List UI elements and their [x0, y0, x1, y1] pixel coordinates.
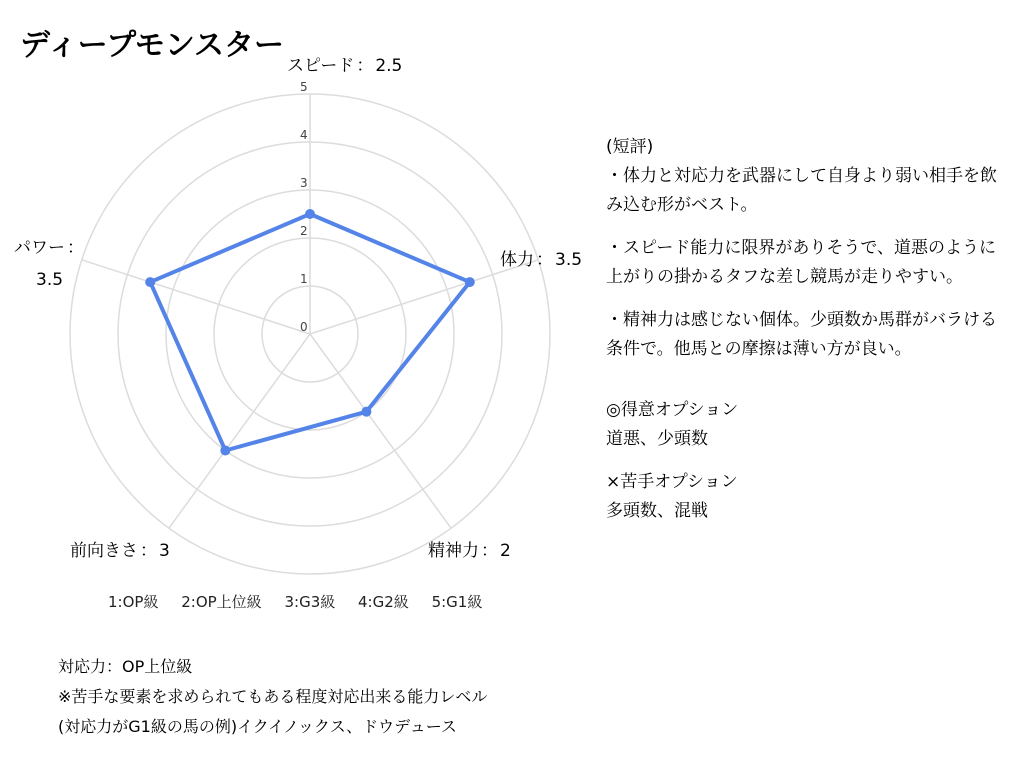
legend-item: 1:OP級 — [108, 593, 159, 611]
adaptability-notes — [58, 652, 487, 742]
grid-spokes — [82, 94, 539, 528]
legend-item: 4:G2級 — [358, 593, 409, 611]
data-point — [220, 445, 230, 455]
good-option-value: 道悪、少頭数 — [606, 429, 708, 449]
axis-label-mental: 精神力 ： 2 — [428, 541, 511, 561]
note-line: (対応力がG1級の馬の例)イクイノックス、ドウデュース — [58, 717, 457, 736]
tick-label: 1 — [300, 272, 308, 286]
tick-label: 0 — [300, 320, 308, 334]
data-point — [145, 277, 155, 287]
tick-label: 4 — [300, 128, 308, 142]
axis-label-power: パワー ： 3.5 — [14, 238, 84, 290]
short-review — [606, 133, 1011, 526]
note-line: 対応力：OP上位級 — [58, 657, 193, 676]
axis-label-stamina: 体力 ： 3.5 — [500, 250, 583, 270]
bad-option-value: 多頭数、混戦 — [606, 501, 708, 521]
good-option-heading: ◎得意オプション — [606, 400, 739, 420]
legend-item: 5:G1級 — [431, 593, 483, 611]
tick-label: 5 — [300, 80, 308, 94]
legend-item: 2:OP上位級 — [181, 593, 262, 611]
page-title: ディープモンスター — [20, 28, 284, 63]
review-point: ・スピード能力に限界がありそうで、道悪のように上がりの掛かるタフな差し競馬が走りやすい。 — [606, 238, 996, 287]
data-point — [305, 209, 315, 219]
tick-label: 3 — [300, 176, 308, 190]
review-heading: (短評) — [606, 137, 654, 157]
note-line: ※苦手な要素を求められてもある程度対応出来る能力レベル — [58, 687, 488, 706]
tick-labels — [300, 80, 308, 334]
legend-item: 3:G3級 — [284, 593, 336, 611]
axis-label-positivity: 前向きさ ： 3 — [70, 541, 170, 561]
bad-option-heading: ×苦手オプション — [606, 472, 738, 492]
grid-spoke — [310, 334, 451, 528]
review-point: ・体力と対応力を武器にして自身より弱い相手を飲み込む形がベスト。 — [606, 166, 997, 215]
rank-legend — [108, 591, 500, 612]
grid-spoke — [82, 260, 310, 334]
tick-label: 2 — [300, 224, 308, 238]
review-point: ・精神力は感じない個体。少頭数か馬群がバラける条件で。他馬との摩擦は薄い方が良い。 — [606, 310, 997, 359]
data-point — [361, 407, 371, 417]
axis-label-speed: スピード ： 2.5 — [287, 56, 403, 76]
data-point — [465, 277, 475, 287]
